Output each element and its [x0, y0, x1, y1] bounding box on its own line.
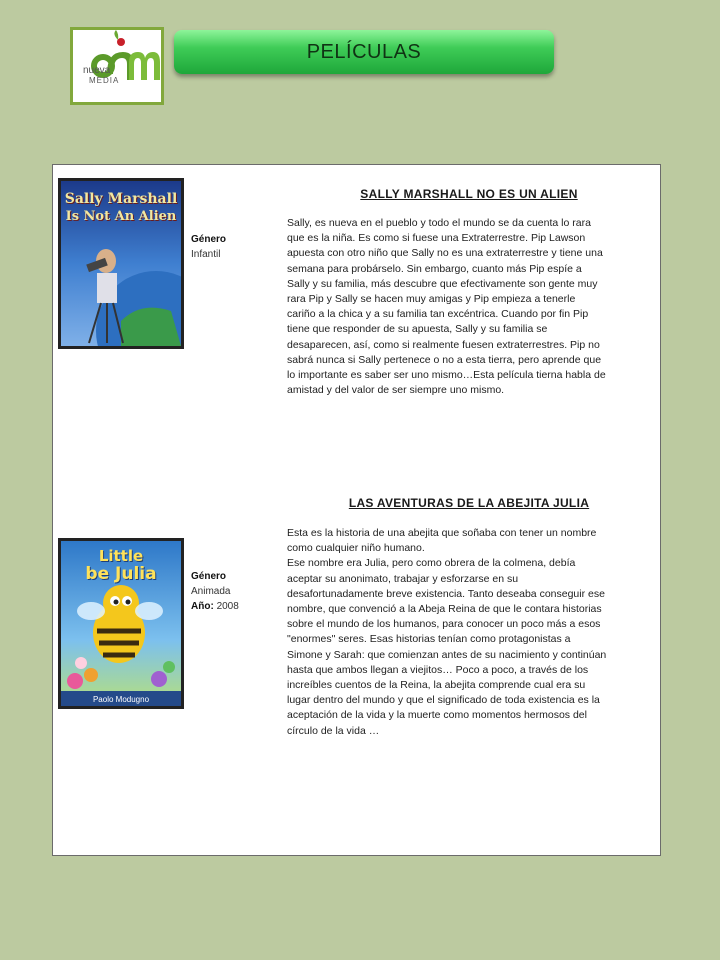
movie-synopsis-sally: Sally, es nueva en el pueblo y todo el mundo se da cuenta lo rara que es la niña. Es como si fuese una Extraterrestre. Pip Lawson apuesta con otro niño que Sally no es una extraterrestre y tiene una semana para probárselo. Sin embargo, cuanto más Pip espíe a Sally y su familia, más descubre que efectivamente son gente muy rara Pip y Sally se hacen muy amigas y Pip empieza a tenerle cariño a la chica y a su familia tan excéntrica. Cuando por fin Pip tiene que responder de su apuesta, Sally y su familia se desaparecen, así, como si realmente fuesen extraterrestres. Pip no sabrá nunca si Sally pertenece o no a esta tierra, pero aprende que lo importante es saber ser uno mismo…Esta película tierna habla de amistad y del valor de ser siempre uno mismo. [287, 217, 606, 397]
julia-cover-line2: be Julia [85, 564, 157, 584]
julia-cover-credit: Paolo Modugno [92, 695, 150, 704]
julia-cover-title [61, 547, 181, 583]
sally-cover-line1: Sally Marshall [64, 191, 178, 207]
movies-panel [52, 164, 661, 856]
movie-title-julia: LAS AVENTURAS DE LA ABEJITA JULIA [348, 496, 590, 510]
genre-value: Infantil [191, 249, 221, 260]
movie-title-sally: SALLY MARSHALL NO ES UN ALIEN [360, 187, 578, 201]
year-label: Año: [191, 601, 214, 612]
logo-text-bottom: MEDIA [89, 76, 120, 85]
julia-cover-line1: Little [98, 547, 144, 565]
genre-value: Animada [191, 586, 231, 597]
year-value: 2008 [216, 601, 239, 612]
genre-label: Género [191, 571, 227, 582]
page-title: PELÍCULAS [174, 30, 554, 74]
sally-cover-title [61, 191, 181, 225]
movie-meta-julia [191, 569, 239, 614]
logo [70, 27, 164, 105]
movie-cover-sally-marshall [58, 178, 184, 349]
logo-text-top: nueva [83, 65, 111, 76]
genre-label: Género [191, 234, 227, 245]
sally-cover-line2: Is Not An Alien [65, 209, 177, 224]
movie-cover-little-be-julia [58, 538, 184, 709]
movie-synopsis-julia: Esta es la historia de una abejita que soñaba con tener un nombre como cualquier niño humano. Ese nombre era Julia, pero como obrera de la colmena, debía aceptar su anonimato, trabajar y esforzarse en su desafortunadamente breve existencia. Tanto deseaba conseguir ese nombre, que convenció a la Abeja Reina de que le contara historias sobre el mundo de los humanos, para conocer un poco más a esos "enormes" seres. Esas historias tenían como protagonistas a Simone y Sarah: que comienzan antes de su nacimiento y continúan hasta que ambos llegan a viejitos… Poco a poco, a través de los increíbles cuentos de la Reina, la abejita comprende cual era su lugar dentro del mundo y que el significado de toda existencia es la aceptación de la vida y la muerte como momentos hermosos del círculo de la vida … [287, 527, 607, 737]
movie-meta-sally [191, 232, 226, 262]
